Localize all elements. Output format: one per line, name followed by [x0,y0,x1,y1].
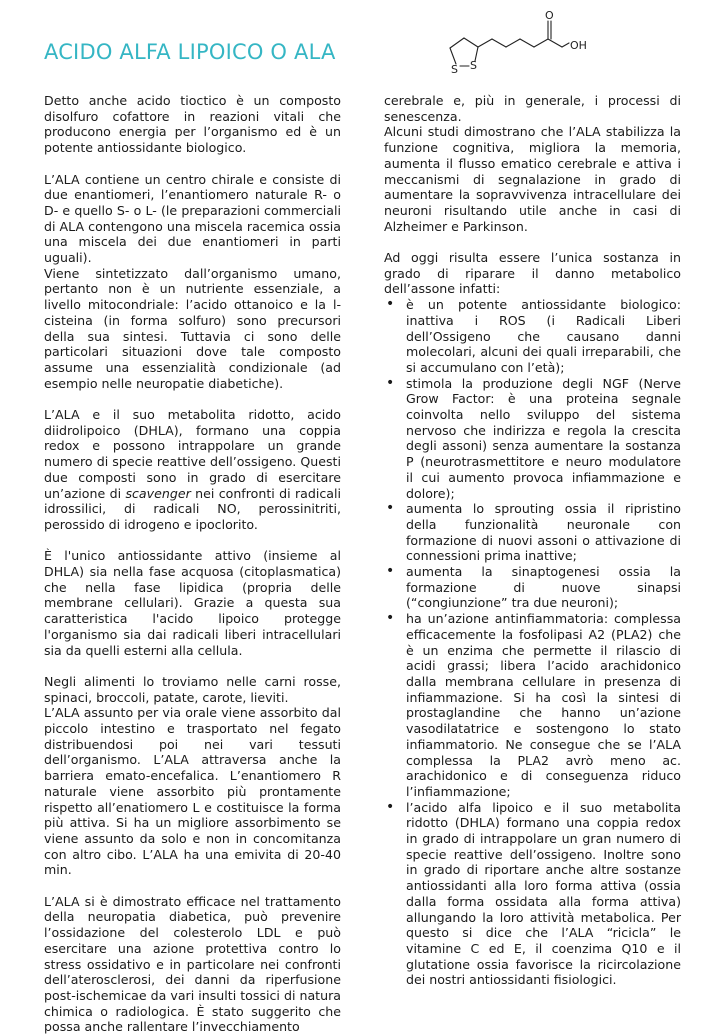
paragraph: L’ALA assunto per via orale viene assorbito dal piccolo intestino e trasportato nel fegato distribuendosi poi nei vari tessuti dell’organismo. L’ALA attraversa anche la barriera emato-encefalica. L’enantiomero R naturale viene assorbito più prontamente rispetto all’enatiomero L e costituisce la forma più attiva. Si ha un migliore assorbimento se viene assunto da solo e non in concomitanza con altro cibo. L’ALA ha una emivita di 20-40 min. [44,705,341,878]
emphasis-text: scavenger [125,485,191,501]
paragraph: È l'unico antiossidante attivo (insieme al DHLA) sia nella fase acquosa (citoplasmatica) che nella fase lipidica (propria delle membrane cellulari). Grazie a questa sua caratteristica l'acido lipoico protegge l'organismo sia dai radicali liberi intracellulari sia da quelli esterni alla cellula. [44,548,341,658]
right-column [384,93,681,988]
bullet-list [384,297,681,988]
paragraph: Ad oggi risulta essere l’unica sostanza in grado di riparare il danno metabolico dell’assone infatti: [384,250,681,297]
list-item: • ha un’azione antinfiammatoria: complessa efficacemente la fosfolipasi A2 (PLA2) che è un enzima che permette il rilascio di acidi grassi; libera l’acido arachidonico dalla membrana cellulare in presenza di infiammazione. Si ha così la sintesi di prostaglandine che hanno un’azione vasodilatatrice e sostengono lo stato infiammatorio. Ne consegue che se l’ALA complessa la PLA2 avrò meno ac. arachidonico e di conseguenza riduco l’infiammazione; [384,611,681,799]
paragraph: Detto anche acido tioctico è un composto disolfuro cofattore in reazioni vitali che producono energia per l’organismo ed è un potente antiossidante biologico. [44,93,341,156]
paragraph: Viene sintetizzato dall’organismo umano, pertanto non è un nutriente essenziale, a livello mitocondriale: l’acido ottanoico e la l-cisteina (in forma solfuro) sono precursori della sua sintesi. Tuttavia ci sono delle particolari situazioni dove tale composto assume una essenzialità condizionale (ad esempio nelle neuropatie diabetiche). [44,265,341,391]
hydroxyl-label: OH [570,39,587,52]
paragraph: L’ALA si è dimostrato efficace nel trattamento della neuropatia diabetica, può prevenire l’ossidazione del colesterolo LDL e può esercitare una azione protettiva contro lo stress ossidativo e in particolare nei confronti dell’aterosclerosi, dei danni da riperfusione post-ischemicae da vari insulti tossici di natura chimica o radiologica. È stato suggerito che possa anche rallentare l’invecchiamento [44,893,341,1035]
paragraph-text: nei confronti di radicali idrossilici, di radicali NO, perossinitriti, perossido di idrogeno e ipoclorito. [44,485,341,532]
oxygen-label: O [545,9,554,22]
list-item: • stimola la produzione degli NGF (Nerve Grow Factor: è una proteina segnale coinvolta nello sviluppo del sistema nervoso che indirizza e regola la crescita degli assoni) senza aumentare la sostanza P (neurotrasmettitore e neuro modulatore il cui aumento provoca infiammazione e dolore); [384,376,681,502]
paragraph: L’ALA contiene un centro chirale e consiste di due enantiomeri, l’enantiomero naturale R- o D- e quello S- o L- (le preparazioni commerciali di ALA contengono una miscela racemica ossia una miscela dei due enantiomeri in parti uguali). [44,171,341,266]
lipoic-acid-structure-diagram [438,6,608,82]
paragraph [44,407,341,533]
paragraph-text: L’ALA e il suo metabolita ridotto, acido diidrolipoico (DHLA), formano una coppia redox e possono intrappolare un grande numero di specie reattive dell’ossigeno. Questi due composti sono in grado di esercitare un’azione di [44,407,341,501]
list-item: • l’acido alfa lipoico e il suo metabolita ridotto (DHLA) formano una coppia redox in grado di intrappolare un gran numero di specie reattive dell’ossigeno. Inoltre sono in grado di riportare anche altre sostanze antiossidanti alla loro forma attiva (ossia dalla forma ossidata alla forma attiva) allungando la loro attività metabolica. Per questo si dice che l’ALA “ricicla” le vitamine C ed E, il coenzima Q10 e il glutatione ossia favorisce la ricircolazione dei nostri antiossidanti fisiologici. [384,800,681,988]
paragraph: cerebrale e, più in generale, i processi di senescenza. [384,93,681,124]
sulfur-label-2: S [470,59,477,72]
paragraph: Alcuni studi dimostrano che l’ALA stabilizza la funzione cognitiva, migliora la memoria, aumenta il flusso ematico cerebrale e attiva i meccanismi di segnalazione in grado di aumentare la sopravvivenza intracellulare dei neuroni risultando utile anche in casi di Alzheimer e Parkinson. [384,124,681,234]
list-item: • aumenta lo sprouting ossia il ripristino della funzionalità neuronale con formazione di nuovi assoni o attivazione di connessioni prima inattive; [384,501,681,564]
left-column [44,93,341,1035]
paragraph: Negli alimenti lo troviamo nelle carni rosse, spinaci, broccoli, patate, carote, lieviti. [44,673,341,705]
page-title: ACIDO ALFA LIPOICO O ALA [44,40,336,64]
list-item: • è un potente antiossidante biologico: inattiva i ROS (i Radicali Liberi dell’Ossigeno che causano danni molecolari, alcuni dei quali irreparabili, che si accumulano con l’età); [384,297,681,376]
list-item: • aumenta la sinaptogenesi ossia la formazione di nuove sinapsi (“congiunzione” tra due neuroni); [384,564,681,611]
sulfur-label-1: S [451,63,458,76]
